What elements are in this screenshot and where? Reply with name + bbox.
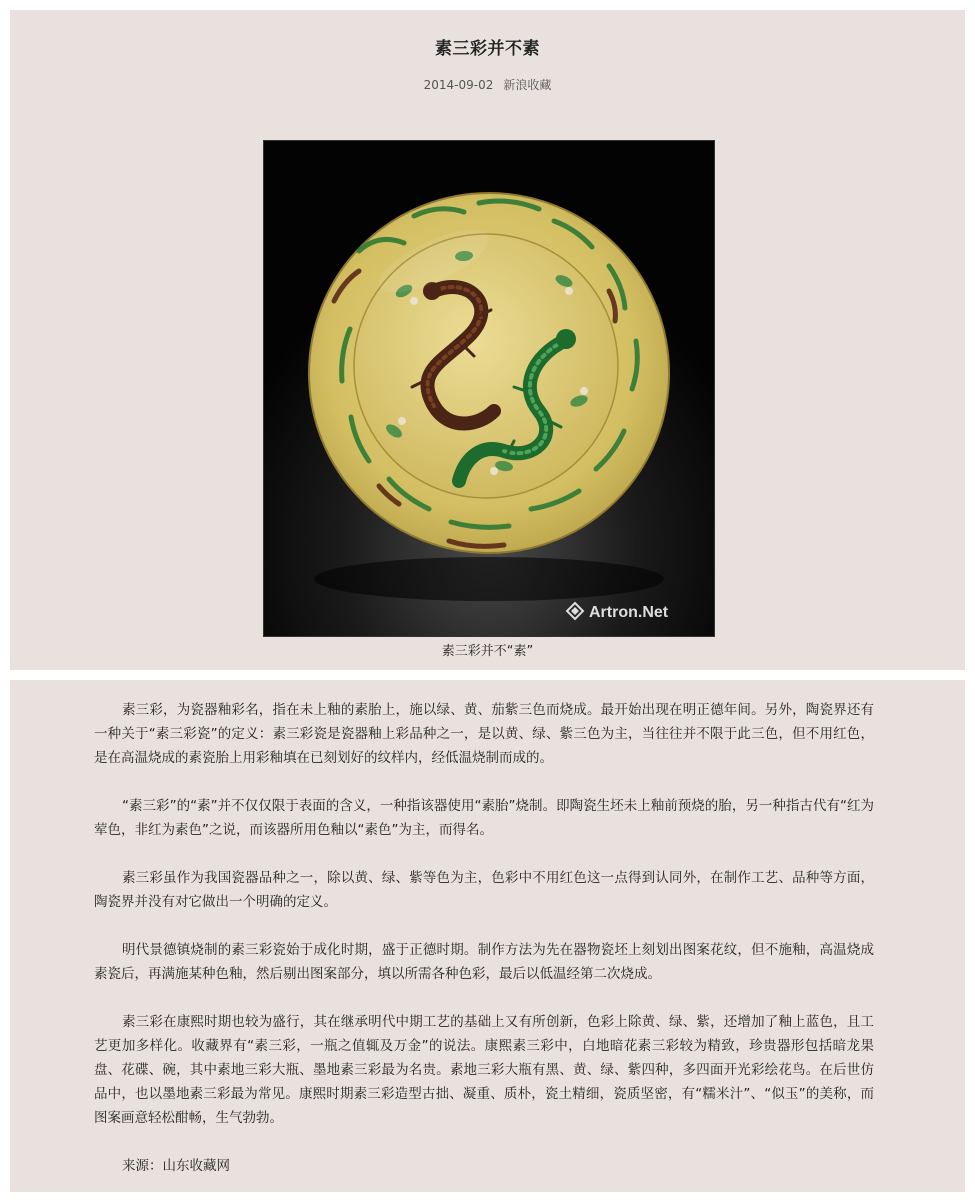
article-paragraph: 素三彩虽作为我国瓷器品种之一，除以黄、绿、紫等色为主，色彩中不用红色这一点得到认同外，在制作工艺、品种等方面，陶瓷界并没有对它做出一个明确的定义。 xyxy=(94,870,874,910)
page-title: 素三彩并不素 xyxy=(435,39,540,59)
article-paragraph: 素三彩在康熙时期也较为盛行，其在继承明代中期工艺的基础上又有所创新，色彩上除黄、绿、紫，还增加了釉上蓝色，且工艺更加多样化。收藏界有“素三彩，一瓶之值辄及万金”的说法。康熙素三彩中，白地暗花素三彩较为精致，珍贵器形包括暗龙果盘、花碟、碗，其中素地三彩大瓶、墨地素三彩最为名贵。素地三彩大瓶有黑、黄、绿、紫四种，多四面开光彩绘花鸟。在后世仿品中，也以墨地素三彩最为常见。康熙时期素三彩造型古拙、凝重、质朴，瓷土精细，瓷质坚密，有“糯米汁”、“似玉”的美称，而图案画意轻松酣畅，生气勃勃。 xyxy=(94,1014,874,1126)
article-source: 来源：山东收藏网 xyxy=(122,1158,230,1174)
article-header-panel xyxy=(10,10,965,670)
article-paragraph: 素三彩，为瓷器釉彩名，指在未上釉的素胎上，施以绿、黄、茄紫三色而烧成。最开始出现在明正德年间。另外，陶瓷界还有一种关于“素三彩瓷”的定义：素三彩瓷是瓷器釉上彩品种之一，是以黄、绿、紫三色为主，当往往并不限于此三色，但不用红色，是在高温烧成的素瓷胎上用彩釉填在已刻划好的纹样内，经低温烧制而成的。 xyxy=(94,702,874,766)
article-meta xyxy=(10,76,965,93)
article-paragraph: “素三彩”的“素”并不仅仅限于表面的含义，一种指该器使用“素胎”烧制。即陶瓷生坯未上釉前预烧的胎，另一种指古代有“红为荤色，非红为素色”之说，而该器所用色釉以“素色”为主，而得名。 xyxy=(94,798,874,838)
porcelain-plate-illustration xyxy=(264,141,714,636)
article-paragraph: 明代景德镇烧制的素三彩瓷始于成化时期，盛于正德时期。制作方法为先在器物瓷坯上刻划出图案花纹，但不施釉，高温烧成素瓷后，再满施某种色釉，然后剔出图案部分，填以所需各种色彩，最后以低温经第二次烧成。 xyxy=(94,942,874,982)
article-body xyxy=(94,698,874,1202)
source-name: 新浪收藏 xyxy=(503,78,552,92)
publish-date: 2014-09-02 xyxy=(423,78,494,92)
article-body-panel xyxy=(10,680,965,1192)
article-image xyxy=(263,140,715,637)
image-caption: 素三彩并不“素” xyxy=(441,644,534,659)
image-watermark: Artron.Net xyxy=(589,604,669,621)
